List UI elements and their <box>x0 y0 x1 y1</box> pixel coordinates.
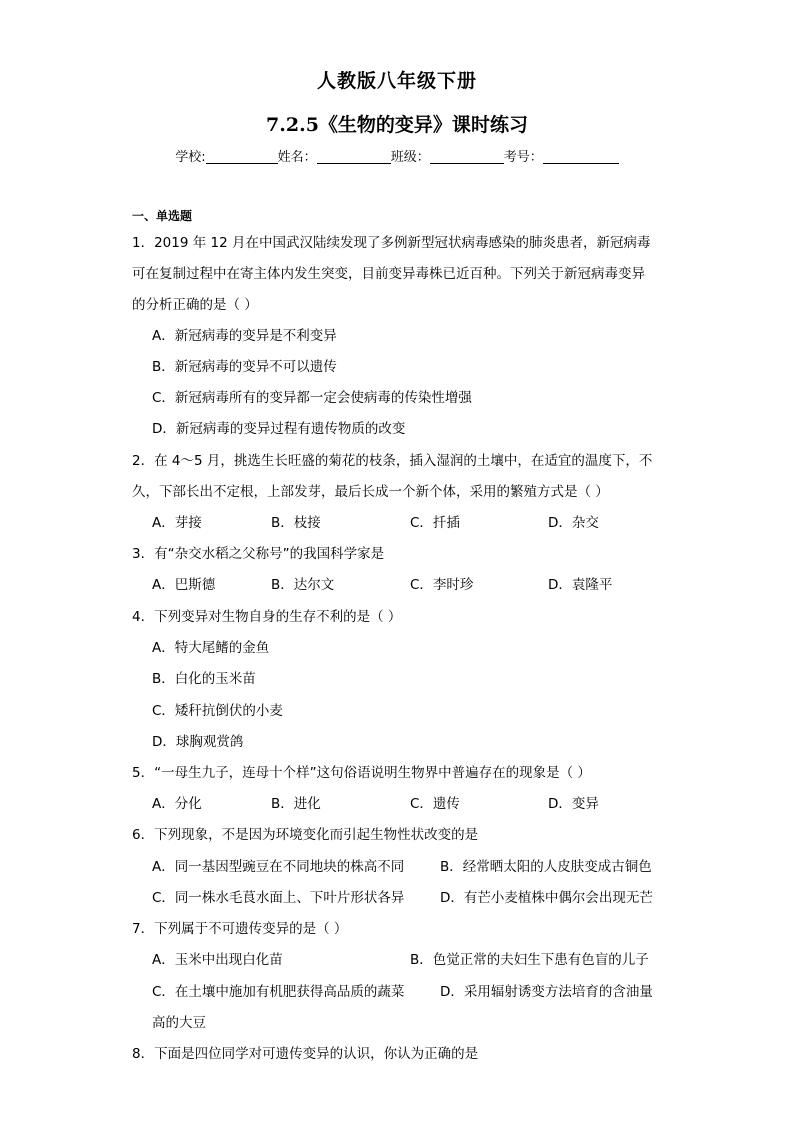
class-blank[interactable] <box>430 149 504 164</box>
question-2-option-c: C．扦插 <box>410 515 460 531</box>
question-7-option-a: A．玉米中出现白化苗 <box>152 952 283 968</box>
question-7-option-d-continued: 高的大豆 <box>152 1015 206 1031</box>
question-1-option-d: D．新冠病毒的变异过程有遗传物质的改变 <box>152 421 406 437</box>
question-1-option-b: B．新冠病毒的变异不可以遗传 <box>152 359 337 375</box>
section-title: 一、单选题 <box>132 209 193 223</box>
student-info-line <box>0 146 794 165</box>
question-6-line-1: 6．下列现象，不是因为环境变化而引起生物性状改变的是 <box>132 827 479 843</box>
question-4-option-b: B．白化的玉米苗 <box>152 671 256 687</box>
question-3-line-1: 3．有“杂交水稻之父称号”的我国科学家是 <box>132 546 385 562</box>
question-6-option-c: C．同一株水毛茛水面上、下叶片形状各异 <box>152 890 405 906</box>
page-title: 人教版八年级下册 <box>316 70 477 92</box>
question-5-option-d: D．变异 <box>548 796 599 812</box>
question-4-line-1: 4．下列变异对生物自身的生存不利的是（ ） <box>132 609 402 625</box>
question-4-option-c: C．矮秆抗倒伏的小麦 <box>152 703 283 719</box>
question-2-line-1: 2．在 4～5 月，挑选生长旺盛的菊花的枝条，插入湿润的土壤中，在适宜的温度下，不 <box>132 453 653 469</box>
school-blank[interactable] <box>206 149 278 164</box>
question-8-line-1: 8．下面是四位同学对可遗传变异的认识，你认为正确的是 <box>132 1046 479 1062</box>
question-5-option-b: B．进化 <box>271 796 321 812</box>
question-6-option-b: B．经常晒太阳的人皮肤变成古铜色 <box>440 859 652 875</box>
question-7-option-c: C．在土壤中施加有机肥获得高品质的蔬菜 <box>152 984 405 1000</box>
question-4-option-a: A．特大尾鳍的金鱼 <box>152 640 270 656</box>
question-5-line-1: 5．“一母生九子，连母十个样”这句俗语说明生物界中普遍存在的现象是（ ） <box>132 765 591 781</box>
question-5-option-c: C．遗传 <box>410 796 460 812</box>
question-6-option-d: D．有芒小麦植株中偶尔会出现无芒 <box>440 890 653 906</box>
question-5-option-a: A．分化 <box>152 796 202 812</box>
question-1-option-c: C．新冠病毒所有的变异都一定会使病毒的传染性增强 <box>152 390 472 406</box>
id-blank[interactable] <box>543 149 619 164</box>
question-2-option-b: B．枝接 <box>271 515 321 531</box>
question-3-option-a: A．巴斯德 <box>152 577 216 593</box>
school-label: 学校: <box>175 150 206 165</box>
question-1-option-a: A．新冠病毒的变异是不利变异 <box>152 328 337 344</box>
question-3-option-c: C．李时珍 <box>410 577 474 593</box>
question-1-line-1: 1．2019 年 12 月在中国武汉陆续发现了多例新型冠状病毒感染的肺炎患者，新冠病毒 <box>132 235 651 251</box>
question-6-option-a: A．同一基因型豌豆在不同地块的株高不同 <box>152 859 405 875</box>
name-label: 姓名： <box>277 150 317 165</box>
question-2-line-2: 久，下部长出不定根，上部发芽，最后长成一个新个体，采用的繁殖方式是（ ） <box>132 484 609 500</box>
question-1-line-3: 的分析正确的是（ ） <box>132 297 258 313</box>
question-3-option-b: B．达尔文 <box>271 577 335 593</box>
question-1-line-2: 可在复制过程中在寄主体内发生突变，目前变异毒株已近百种。下列关于新冠病毒变异 <box>132 266 645 282</box>
page-subtitle: 7.2.5《生物的变异》课时练习 <box>266 114 528 136</box>
question-2-option-d: D．杂交 <box>548 515 599 531</box>
class-label: 班级： <box>390 150 430 165</box>
question-2-option-a: A．芽接 <box>152 515 202 531</box>
question-3-option-d: D．袁隆平 <box>548 577 613 593</box>
question-7-option-b: B．色觉正常的夫妇生下患有色盲的儿子 <box>410 952 649 968</box>
id-label: 考号： <box>503 150 543 165</box>
question-4-option-d: D．球胸观赏鸽 <box>152 734 244 750</box>
question-7-option-d: D．采用辐射诱变方法培育的含油量 <box>440 984 653 1000</box>
name-blank[interactable] <box>317 149 391 164</box>
question-7-line-1: 7．下列属于不可遗传变异的是（ ） <box>132 921 348 937</box>
